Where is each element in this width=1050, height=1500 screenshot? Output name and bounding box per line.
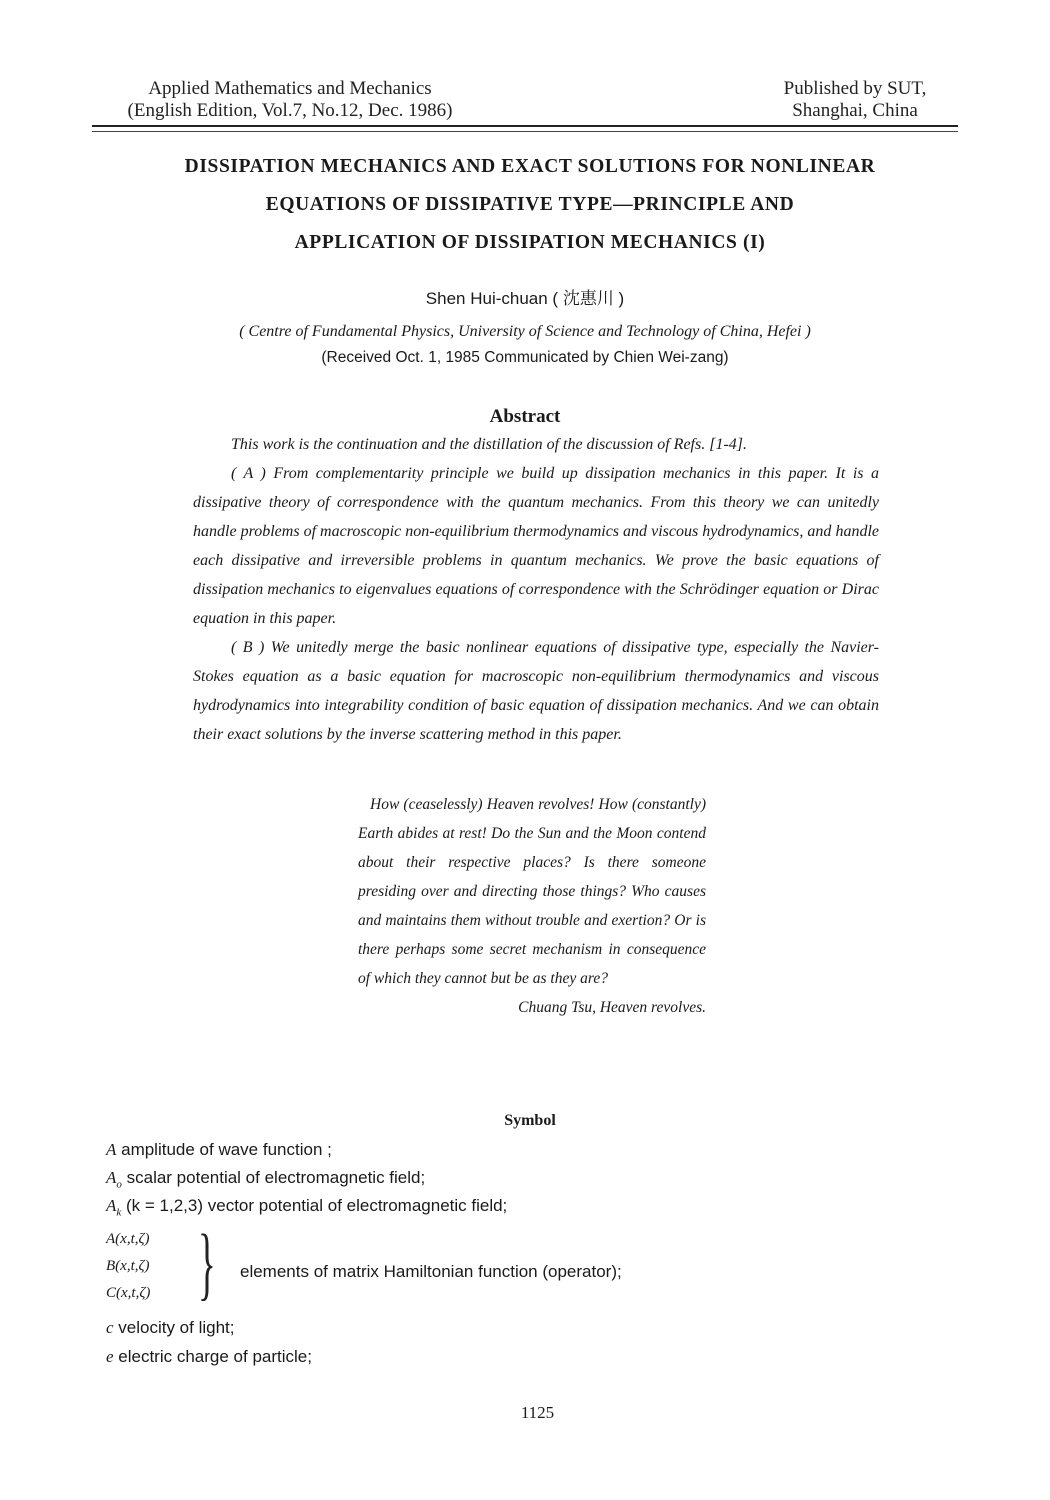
matrix-description: elements of matrix Hamiltonian function (operator); — [240, 1262, 622, 1281]
symbol-variable: c — [106, 1318, 114, 1337]
publisher-name: Published by SUT, — [783, 78, 927, 99]
symbol-entry — [106, 1168, 966, 1190]
paper-title — [100, 148, 960, 262]
title-line: DISSIPATION MECHANICS AND EXACT SOLUTIONS FOR NONLINEAR — [184, 156, 876, 177]
received-date: (Received Oct. 1, 1985 Communicated by Chien Wei-zang) — [321, 349, 729, 366]
epigraph-attribution: Chuang Tsu, Heaven revolves. — [518, 999, 706, 1016]
abstract-paragraph: ( B ) We unitedly merge the basic nonlinear equations of dissipative type, especially the Navier-Stokes equation as a basic equation for macroscopic non-equilibrium thermodynamics and viscous hydrodynamics into integrability condition of basic equation of dissipation mechanics. And we can obtain their exact solutions by the inverse scattering method in this paper. — [193, 639, 879, 743]
epigraph — [358, 790, 706, 1022]
symbol-variable: A — [106, 1196, 117, 1215]
symbol-entry — [106, 1347, 966, 1367]
author: Shen Hui-chuan ( 沈惠川 ) — [425, 289, 625, 308]
journal-header — [90, 78, 490, 122]
symbol-heading: Symbol — [504, 1112, 556, 1129]
title-line: EQUATIONS OF DISSIPATIVE TYPE—PRINCIPLE AND — [265, 194, 795, 215]
publisher-header — [770, 78, 940, 122]
header-rule — [92, 125, 958, 127]
affiliation: ( Centre of Fundamental Physics, University of Science and Technology of China, Hefei ) — [239, 323, 811, 340]
symbol-subscript: o — [116, 1178, 122, 1191]
title-line: APPLICATION OF DISSIPATION MECHANICS (I) — [294, 232, 766, 253]
abstract-paragraph: ( A ) From complementarity principle we build up dissipation mechanics in this paper. It is a dissipative theory of correspondence with the quantum mechanics. From this theory we can unitedly handle problems of macroscopic non-equilibrium thermodynamics and viscous hydrodynamics, and handle each dissipative and irreversible problems in quantum mechanics. We prove the basic equations of dissipation mechanics to eigenvalues equations of correspondence with the Schrödinger equation or Dirac equation in this paper. — [193, 465, 879, 627]
matrix-element: A(x,t,ζ) — [106, 1231, 150, 1247]
journal-issue: (English Edition, Vol.7, No.12, Dec. 1986) — [127, 100, 453, 121]
publisher-location: Shanghai, China — [792, 100, 918, 121]
symbol-description: amplitude of wave function ; — [116, 1140, 332, 1159]
abstract-paragraph: This work is the continuation and the distillation of the discussion of Refs. [1-4]. — [231, 436, 747, 453]
symbol-entry — [106, 1140, 966, 1160]
abstract-body — [193, 430, 879, 749]
epigraph-text: How (ceaselessly) Heaven revolves! How (constantly) Earth abides at rest! Do the Sun and the Moon contend about their respective places? Is there someone presiding over and directing those things? Who causes and maintains them without trouble and exertion? Or is there perhaps some secret mechanism in consequence of which they cannot but be as they are? — [358, 796, 706, 987]
matrix-elements — [106, 1226, 150, 1307]
symbol-entry — [106, 1318, 966, 1338]
symbol-description: velocity of light; — [113, 1318, 235, 1337]
page-number: 1125 — [520, 1403, 555, 1422]
symbol-description: (k = 1,2,3) vector potential of electromagnetic field; — [121, 1196, 508, 1215]
header-rule-thin — [92, 131, 958, 132]
symbol-variable: e — [106, 1347, 114, 1366]
brace-icon: } — [198, 1217, 216, 1308]
journal-name: Applied Mathematics and Mechanics — [148, 78, 432, 99]
symbol-variable: A — [106, 1168, 117, 1187]
symbol-variable: A — [106, 1140, 117, 1159]
symbol-description: electric charge of particle; — [113, 1347, 312, 1366]
matrix-element: B(x,t,ζ) — [106, 1258, 150, 1274]
symbol-description: scalar potential of electromagnetic field; — [121, 1168, 426, 1187]
matrix-element: C(x,t,ζ) — [106, 1285, 151, 1301]
symbol-subscript: k — [116, 1206, 122, 1219]
symbol-entry — [106, 1196, 966, 1218]
abstract-heading: Abstract — [489, 406, 561, 427]
